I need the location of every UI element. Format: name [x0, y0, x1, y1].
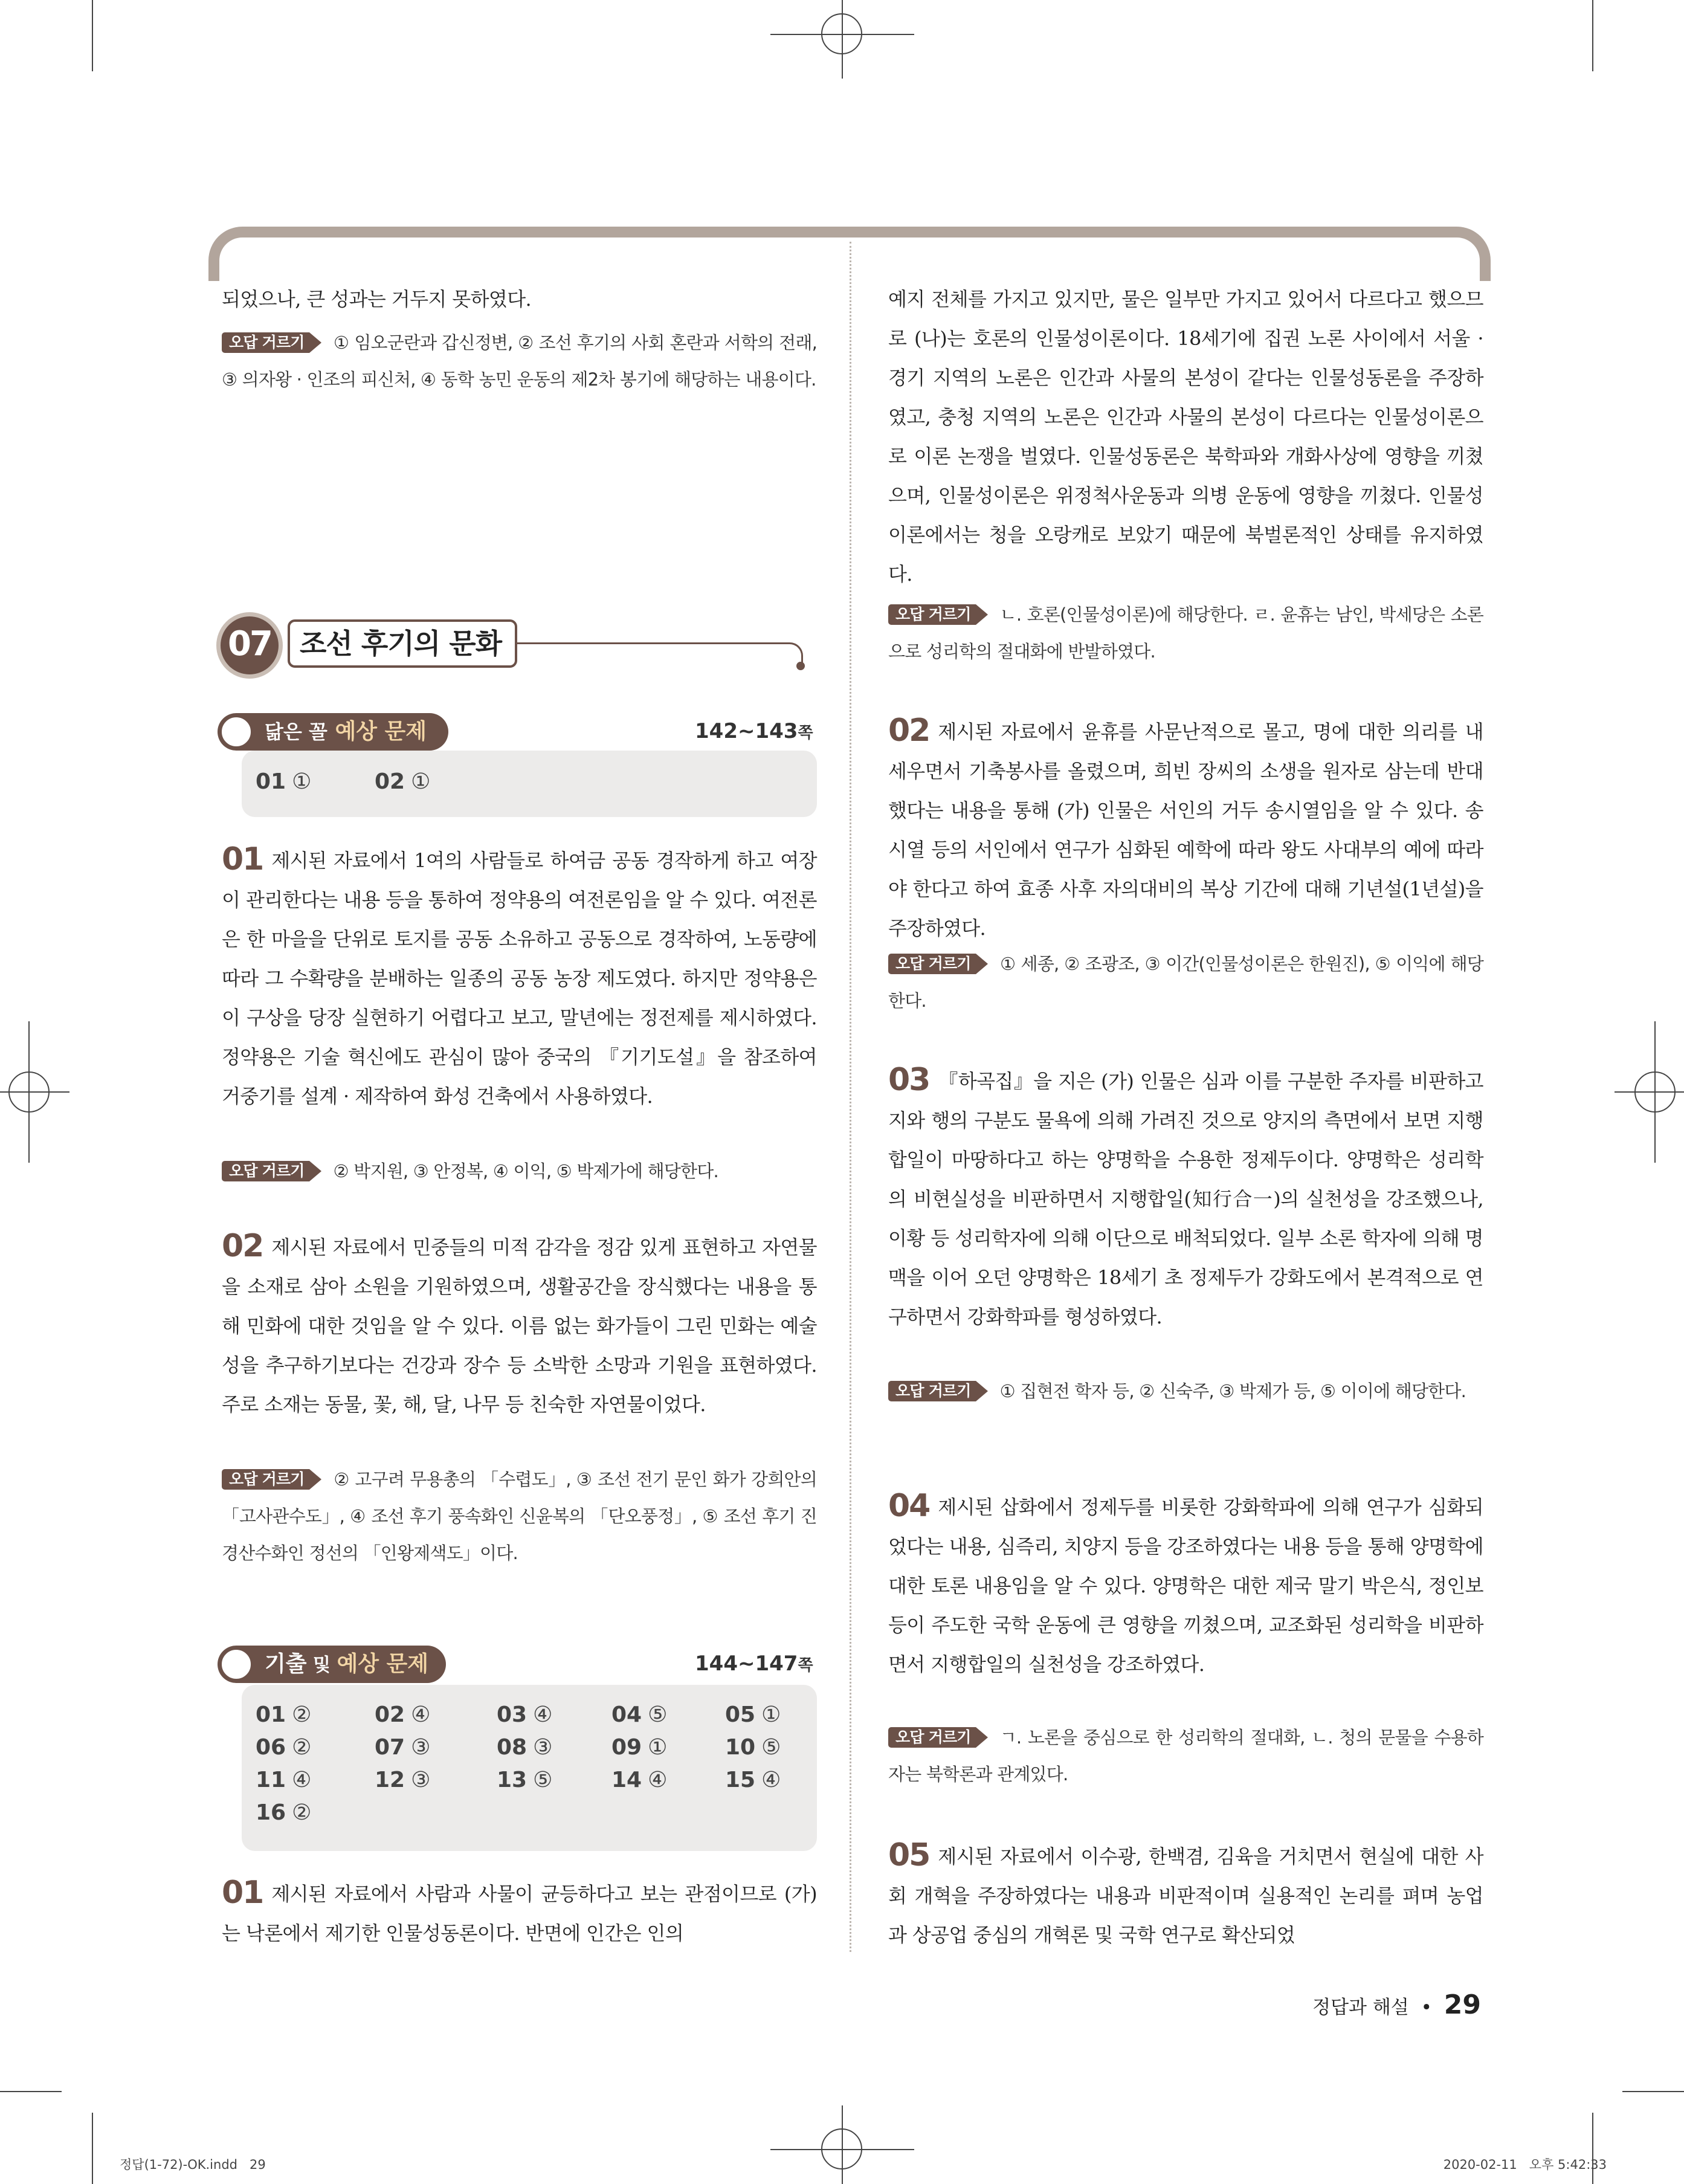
wrong-answer-note: 오답 거르기 ① 세종, ② 조광조, ③ 이간(인물성이론은 한원진), ⑤ 이익에 해당한다.: [888, 954, 1483, 1011]
explanation-paragraph: 02 제시된 자료에서 윤휴를 사문난적으로 몰고, 명에 대한 의리를 내세우면서 기축봉사를 올렸으며, 희빈 장씨의 소생을 원자로 삼는데 반대했다는 내용을 통해 (가) 인물은 서인의 거두 송시열임을 알 수 있다. 송시열 등의 서인에서 연구가 심화된 예학에 따라 왕도 사대부의 예에 따라야 한다고 하여 효종 사후 자의대비의 복상 기간에 대해 기년설(1년설)을 주장하였다.: [888, 712, 1483, 940]
wrong-answer-note: 오답 거르기 ① 집현전 학자 등, ② 신숙주, ③ 박제가 등, ⑤ 이이에 해당한다.: [888, 1373, 1483, 1410]
explanation-paragraph: 01 제시된 자료에서 사람과 사물이 균등하다고 보는 관점이므로 (가)는 낙론에서 제기한 인물성동론이다. 반면에 인간은 인의: [222, 1875, 817, 1945]
column-divider: [850, 242, 851, 1952]
registration-mark: [8, 1071, 50, 1113]
section-header: [216, 612, 815, 679]
answer-item: 13 ⑤: [497, 1768, 553, 1792]
page-number: 29: [1444, 1989, 1481, 2020]
leaf-icon: [220, 1648, 253, 1681]
footer-bullet: •: [1421, 1997, 1432, 2018]
answer-item: 16 ②: [256, 1800, 312, 1825]
wrong-answer-tag: 오답 거르기: [888, 604, 976, 625]
crop-mark: [1592, 0, 1593, 71]
question-number: 02: [222, 1228, 263, 1264]
question-number: 02: [888, 712, 930, 749]
wrong-answer-note: 오답 거르기 ① 임오군란과 갑신정변, ② 조선 후기의 사회 혼란과 서학의 전래, ③ 의자왕 · 인조의 피신처, ④ 동학 농민 운동의 제2차 봉기에 해당하는 내용이다.: [222, 332, 817, 390]
answer-item: 10 ⑤: [725, 1735, 781, 1760]
answer-item: 12 ③: [375, 1768, 431, 1792]
wrong-answer-note: 오답 거르기 ㄱ. 노론을 중심으로 한 성리학의 절대화, ㄴ. 청의 문물을 수용하자는 북학론과 관계있다.: [888, 1727, 1483, 1785]
page-range: 142~143쪽: [695, 719, 813, 743]
crop-mark: [92, 2113, 93, 2184]
page-footer: [1312, 1988, 1481, 2024]
explanation-paragraph: 02 제시된 자료에서 민중들의 미적 감각을 정감 있게 표현하고 자연물을 소재로 삼아 소원을 기원하였으며, 생활공간을 장식했다는 내용을 통해 민화에 대한 것임을 알 수 있다. 이름 없는 화가들이 그린 민화는 예술성을 추구하기보다는 건강과 장수 등 소박한 소망과 기원을 표현하였다. 주로 소재는 동물, 꽃, 해, 달, 나무 등 친숙한 자연물이었다.: [222, 1228, 817, 1416]
wrong-answer-tag: 오답 거르기: [888, 1727, 976, 1748]
section-number: 07: [228, 624, 271, 664]
wrong-answer-note: 오답 거르기 ② 고구려 무용총의 「수렵도」, ③ 조선 전기 문인 화가 강희안의 「고사관수도」, ④ 조선 후기 풍속화인 신윤복의 「단오풍정」, ⑤ 조선 후기 진경산수화인 정선의 「인왕제색도」이다.: [222, 1469, 817, 1563]
slug-timestamp: 2020-02-11 오후 5:42:33: [1443, 2157, 1607, 2172]
answer-item: 14 ④: [611, 1768, 668, 1792]
group-heading: 기출 및 예상 문제: [218, 1646, 446, 1683]
section-underline: [517, 642, 803, 666]
crop-mark: [0, 2091, 62, 2092]
answer-item: 02 ④: [375, 1702, 431, 1727]
wrong-answer-tag: 오답 거르기: [222, 1469, 309, 1490]
answer-box: [242, 751, 817, 817]
answer-item: 05 ①: [725, 1702, 781, 1727]
section-underline-dot: [796, 662, 805, 670]
crop-mark: [1622, 2091, 1684, 2092]
answer-item: 11 ④: [256, 1768, 312, 1792]
slug-file: 정답(1-72)-OK.indd 29: [120, 2157, 266, 2172]
answer-item: 08 ③: [497, 1735, 553, 1760]
explanation-paragraph: 04 제시된 삽화에서 정제두를 비롯한 강화학파에 의해 연구가 심화되었다는 내용, 심즉리, 치양지 등을 강조하였다는 내용 등을 통해 양명학에 대한 토론 내용임을 알 수 있다. 양명학은 대한 제국 말기 박은식, 정인보 등이 주도한 국학 운동에 큰 영향을 끼쳤으며, 교조화된 성리학을 비판하면서 지행합일의 실천성을 강조하였다.: [888, 1488, 1483, 1676]
question-number: 04: [888, 1488, 930, 1524]
answer-item: 03 ④: [497, 1702, 553, 1727]
explanation-paragraph: 03 『하곡집』을 지은 (가) 인물은 심과 이를 구분한 주자를 비판하고 지와 행의 구분도 물욕에 의해 가려진 것으로 양지의 측면에서 보면 지행합일이 마땅하다고 하는 양명학을 수용한 정제두이다. 양명학은 성리학의 비현실성을 비판하면서 지행합일(知行合一)의 실천성을 강조했으나, 이황 등 성리학자에 의해 이단으로 배척되었다. 일부 소론 학자에 의해 명맥을 이어 오던 양명학은 18세기 초 정제두가 강화도에서 본격적으로 연구하면서 강화학파를 형성하였다.: [888, 1062, 1483, 1328]
answer-item: 01 ①: [256, 769, 312, 794]
wrong-answer-tag: 오답 거르기: [222, 332, 309, 353]
answer-item: 02 ①: [375, 769, 431, 794]
answer-item: 01 ②: [256, 1702, 312, 1727]
answer-item: 06 ②: [256, 1735, 312, 1760]
question-number: 05: [888, 1837, 930, 1873]
explanation-paragraph: 01 제시된 자료에서 1여의 사람들로 하여금 공동 경작하게 하고 여장이 관리한다는 내용 등을 통하여 정약용의 여전론임을 알 수 있다. 여전론은 한 마을을 단위로 토지를 공동 소유하고 공동으로 경작하여, 노동량에 따라 그 수확량을 분배하는 일종의 공동 농장 제도였다. 하지만 정약용은 이 구상을 당장 실현하기 어렵다고 보고, 말년에는 정전제를 제시하였다. 정약용은 기술 혁신에도 관심이 많아 중국의 『기기도설』을 참조하여 거중기를 설계 · 제작하여 화성 건축에서 사용하였다.: [222, 841, 817, 1108]
continued-paragraph: 되었으나, 큰 성과는 거두지 못하였다.: [222, 288, 532, 311]
book-icon: [220, 716, 253, 748]
page-range: 144~147쪽: [695, 1652, 813, 1676]
question-number: 01: [222, 1875, 263, 1911]
registration-mark: [821, 2128, 862, 2169]
answer-item: 04 ⑤: [611, 1702, 668, 1727]
registration-mark: [821, 13, 862, 54]
wrong-answer-tag: 오답 거르기: [222, 1161, 309, 1181]
group-heading: 닮은 꼴 예상 문제: [218, 713, 448, 751]
explanation-paragraph: 예지 전체를 가지고 있지만, 물은 일부만 가지고 있어서 다르다고 했으므로 (나)는 호론의 인물성이론이다. 18세기에 집권 노론 사이에서 서울 · 경기 지역의 노론은 인간과 사물의 본성이 같다는 인물성동론을 주장하였고, 충청 지역의 노론은 인간과 사물의 본성이 다르다는 인물성이론으로 이론 논쟁을 벌였다. 인물성동론은 북학파와 개화사상에 영향을 끼쳤으며, 인물성이론은 위정척사운동과 의병 운동에 영향을 끼쳤다. 인물성이론에서는 청을 오랑캐로 보았기 때문에 북벌론적인 상태를 유지하였다.: [888, 288, 1483, 586]
wrong-answer-tag: 오답 거르기: [888, 954, 976, 974]
explanation-paragraph: 05 제시된 자료에서 이수광, 한백겸, 김육을 거치면서 현실에 대한 사회 개혁을 주장하였다는 내용과 비판적이며 실용적인 논리를 펴며 농업과 상공업 중심의 개혁론 및 국학 연구로 확산되었: [888, 1837, 1483, 1947]
answer-item: 09 ①: [611, 1735, 668, 1760]
answer-item: 15 ④: [725, 1768, 781, 1792]
crop-mark: [1592, 2113, 1593, 2184]
wrong-answer-note: 오답 거르기 ㄴ. 호론(인물성이론)에 해당한다. ㄹ. 윤휴는 남인, 박세당은 소론으로 성리학의 절대화에 반발하였다.: [888, 604, 1483, 662]
question-number: 01: [222, 841, 263, 877]
crop-mark: [92, 0, 93, 71]
wrong-answer-tag: 오답 거르기: [888, 1381, 976, 1401]
wrong-answer-note: 오답 거르기 ② 박지원, ③ 안정복, ④ 이익, ⑤ 박제가에 해당한다.: [222, 1153, 817, 1190]
footer-label: 정답과 해설: [1312, 1997, 1409, 2018]
answer-item: 07 ③: [375, 1735, 431, 1760]
registration-mark: [1634, 1071, 1676, 1113]
question-number: 03: [888, 1062, 930, 1098]
section-title: 조선 후기의 문화: [300, 627, 502, 660]
